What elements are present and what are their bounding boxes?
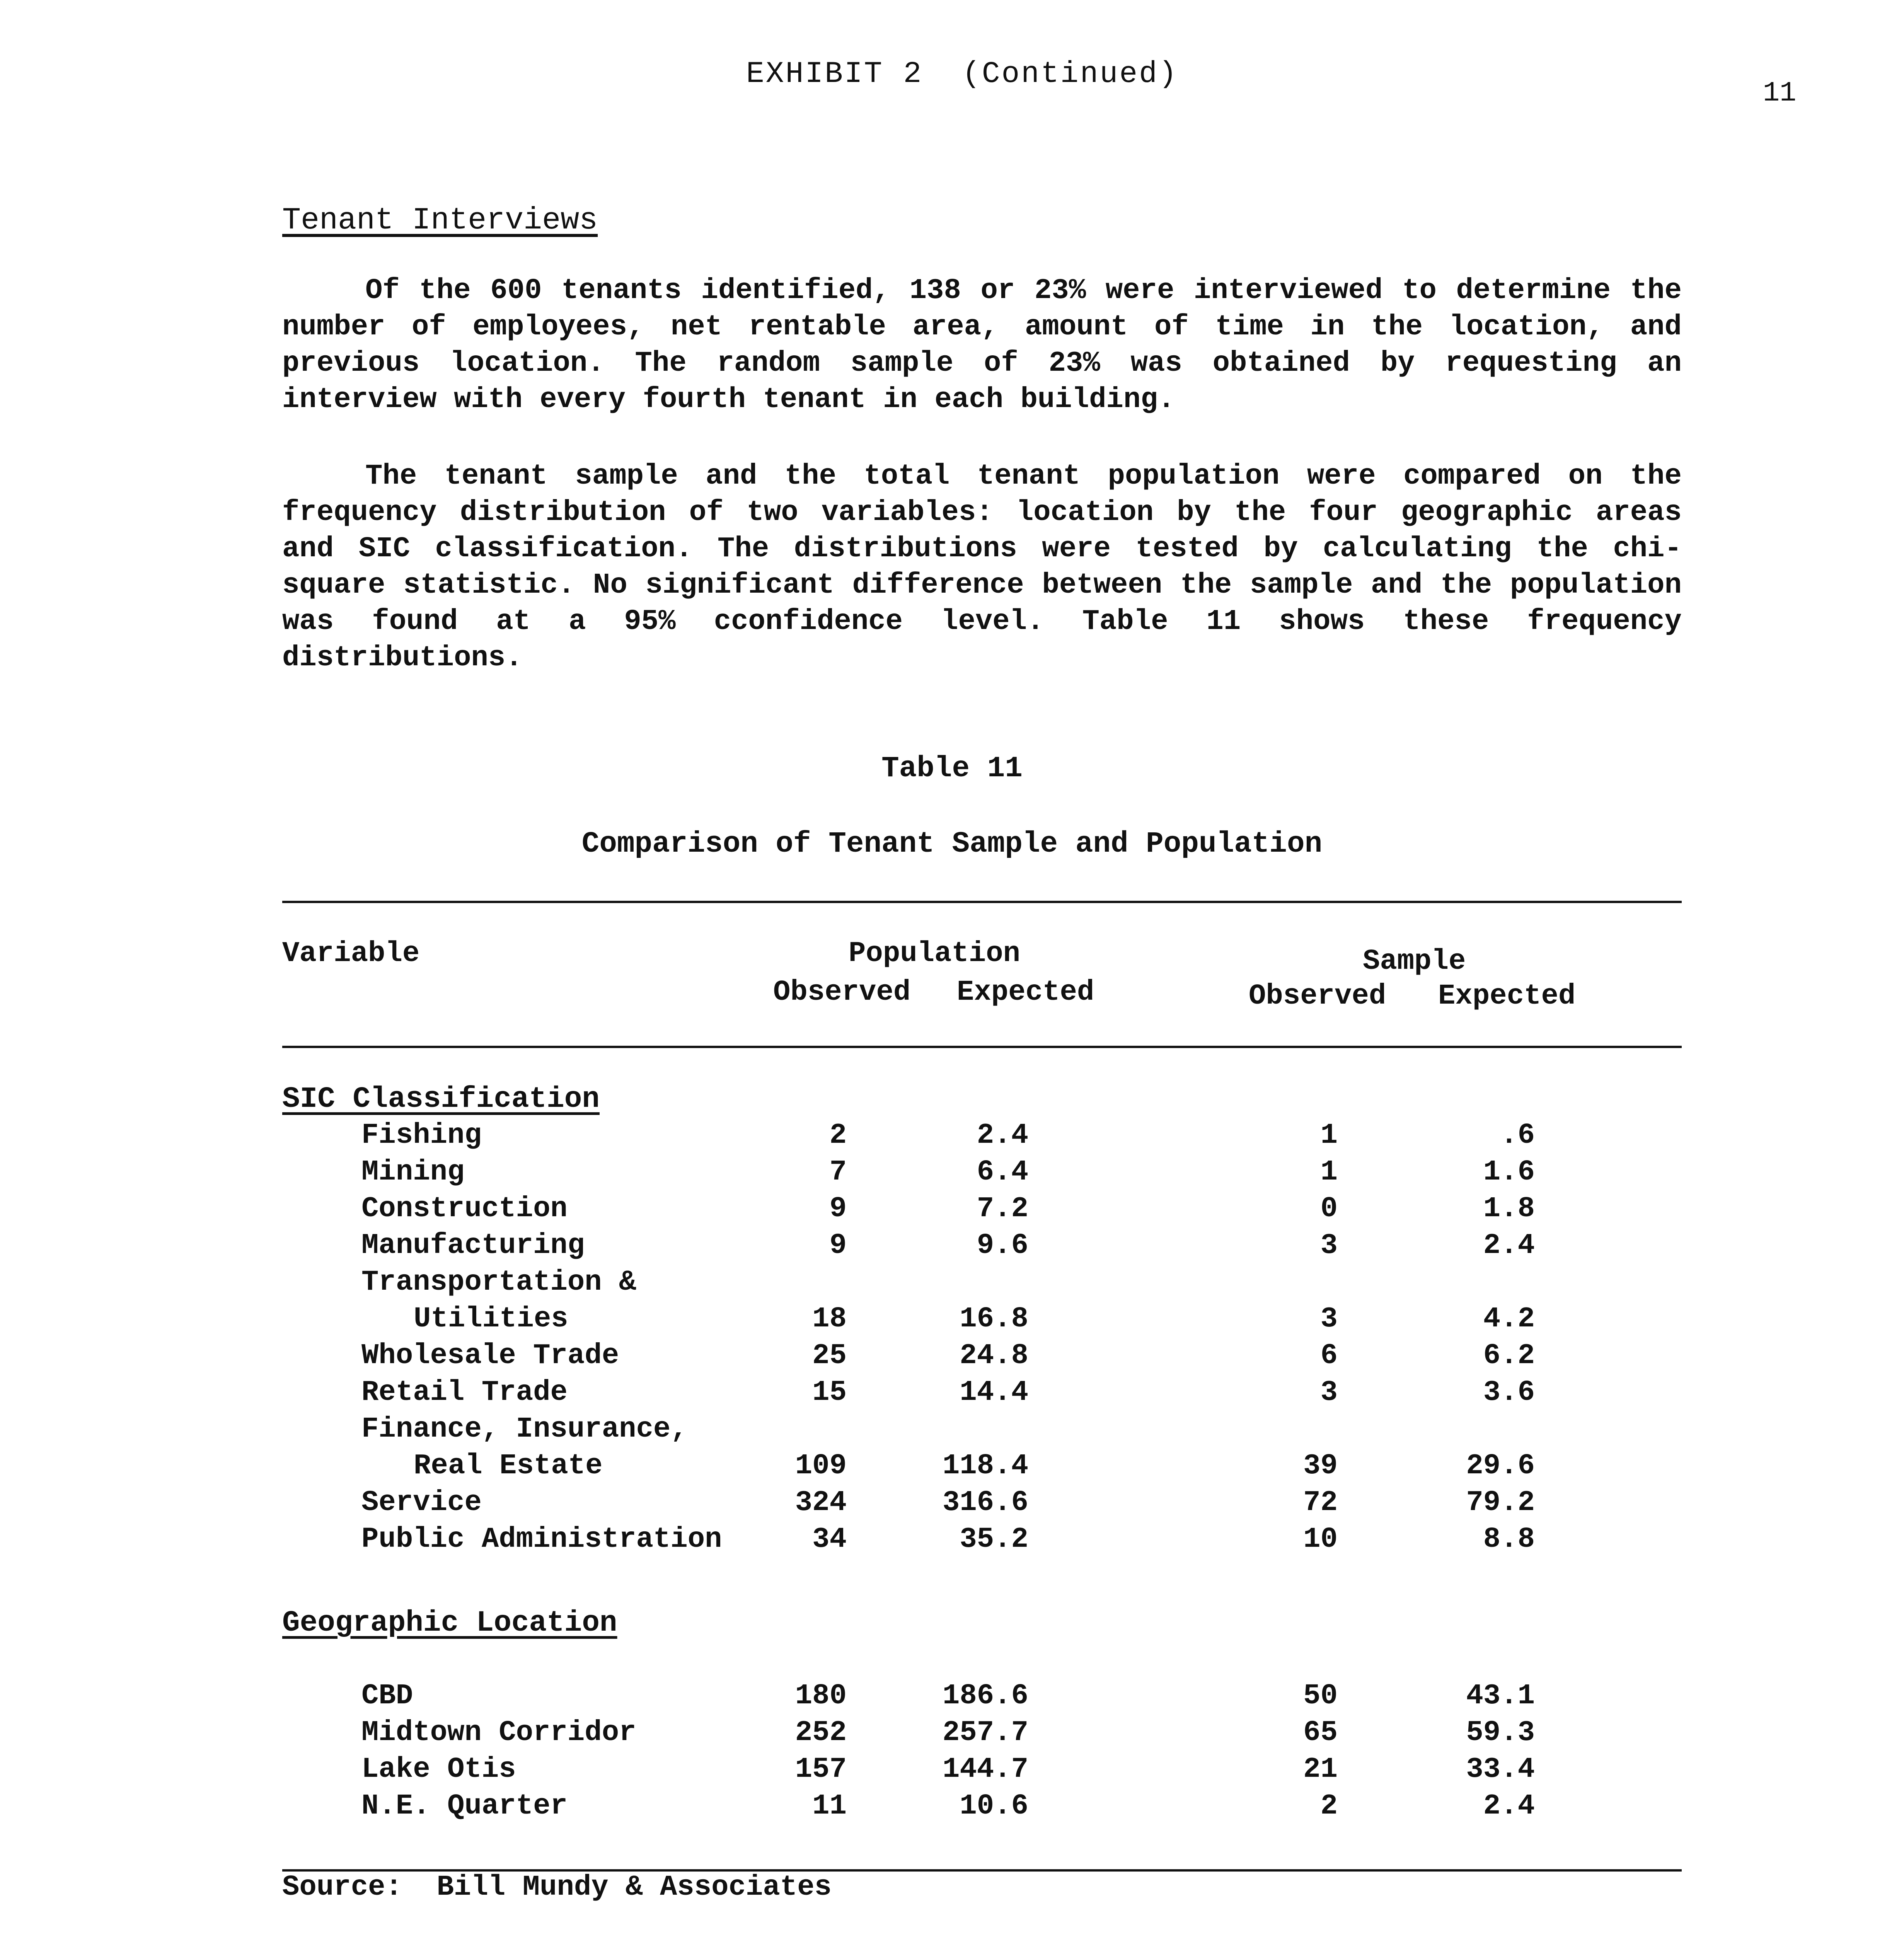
population-expected: 24.8 xyxy=(960,1340,1028,1372)
population-expected: 186.6 xyxy=(942,1680,1028,1712)
column-header-sample-expected: Expected xyxy=(1438,980,1576,1013)
sample-observed: 0 xyxy=(1320,1193,1338,1225)
sample-observed: 3 xyxy=(1320,1303,1338,1335)
sample-expected: 2.4 xyxy=(1483,1790,1535,1822)
table-row xyxy=(0,1486,1904,1523)
population-observed: 15 xyxy=(812,1376,847,1409)
table-row xyxy=(0,1193,1904,1229)
row-label: Wholesale Trade xyxy=(361,1340,619,1372)
exhibit-header: EXHIBIT 2 (Continued) xyxy=(746,57,1178,91)
table-header-rule xyxy=(282,1046,1682,1048)
table-row xyxy=(0,1450,1904,1486)
population-expected: 16.8 xyxy=(960,1303,1028,1335)
row-label: Transportation & xyxy=(361,1266,636,1299)
group-heading-sic: SIC Classification xyxy=(282,1082,600,1116)
population-observed: 2 xyxy=(829,1119,847,1152)
row-label-continued: Real Estate xyxy=(414,1450,603,1482)
population-observed: 157 xyxy=(795,1753,847,1786)
row-label: Fishing xyxy=(361,1119,482,1152)
group-heading-geographic-location: Geographic Location xyxy=(282,1606,617,1640)
population-observed: 9 xyxy=(829,1193,847,1225)
sample-observed: 3 xyxy=(1320,1229,1338,1262)
sample-expected: 1.6 xyxy=(1483,1156,1535,1188)
sample-expected: 29.6 xyxy=(1466,1450,1535,1482)
table-row-label-line xyxy=(0,1413,1904,1450)
table-title: Table 11 xyxy=(881,752,1023,785)
sample-observed: 72 xyxy=(1303,1486,1338,1519)
population-observed: 180 xyxy=(795,1680,847,1712)
table-row xyxy=(0,1680,1904,1717)
population-observed: 324 xyxy=(795,1486,847,1519)
column-header-population-expected: Expected xyxy=(957,976,1094,1009)
population-observed: 34 xyxy=(812,1523,847,1556)
table-row xyxy=(0,1717,1904,1753)
population-observed: 7 xyxy=(829,1156,847,1188)
row-label: Lake Otis xyxy=(361,1753,516,1786)
row-label: Service xyxy=(361,1486,482,1519)
sample-expected: 79.2 xyxy=(1466,1486,1535,1519)
population-expected: 9.6 xyxy=(977,1229,1028,1262)
sample-expected: 2.4 xyxy=(1483,1229,1535,1262)
paragraph-tenant-interviews: Of the 600 tenants identified, 138 or 23% were interviewed to determine the number of employees, net rentable area, amount of time in the location, and previous location. The random sample of 23% was obtained by requesting an interview with every fourth tenant in each building. xyxy=(282,274,1682,416)
sample-observed: 50 xyxy=(1303,1680,1338,1712)
table-row xyxy=(0,1303,1904,1340)
sample-expected: 3.6 xyxy=(1483,1376,1535,1409)
population-observed: 9 xyxy=(829,1229,847,1262)
column-header-sample-observed: Observed xyxy=(1249,980,1386,1013)
table-row xyxy=(0,1119,1904,1156)
table-row xyxy=(0,1340,1904,1376)
column-header-sample: Sample xyxy=(1363,945,1466,978)
sample-observed: 1 xyxy=(1320,1156,1338,1188)
table-row-label-line xyxy=(0,1266,1904,1303)
sample-expected: 59.3 xyxy=(1466,1717,1535,1749)
population-observed: 109 xyxy=(795,1450,847,1482)
table-row xyxy=(0,1376,1904,1413)
sample-expected: 8.8 xyxy=(1483,1523,1535,1556)
row-label: Construction xyxy=(361,1193,568,1225)
sample-observed: 10 xyxy=(1303,1523,1338,1556)
population-expected: 316.6 xyxy=(942,1486,1028,1519)
column-header-population-observed: Observed xyxy=(773,976,911,1009)
page-number: 11 xyxy=(1763,77,1797,109)
table-row xyxy=(0,1753,1904,1790)
table-source-note: Source: Bill Mundy & Associates xyxy=(282,1871,832,1904)
sample-observed: 2 xyxy=(1320,1790,1338,1822)
population-expected: 6.4 xyxy=(977,1156,1028,1188)
population-observed: 18 xyxy=(812,1303,847,1335)
column-header-variable: Variable xyxy=(282,938,420,970)
sample-observed: 6 xyxy=(1320,1340,1338,1372)
sample-expected: 4.2 xyxy=(1483,1303,1535,1335)
sample-observed: 1 xyxy=(1320,1119,1338,1152)
table-row xyxy=(0,1229,1904,1266)
paragraph-comparison: The tenant sample and the total tenant population were compared on the frequency distribution of two variables: location by the four geographic areas and SIC classification. The distributions were tested by calculating the chi-square statistic. No significant difference between the sample and the population was found at a 95% cconfidence level. Table 11 shows these frequency distributions. xyxy=(282,460,1682,674)
sample-expected: 33.4 xyxy=(1466,1753,1535,1786)
sample-expected: 1.8 xyxy=(1483,1193,1535,1225)
population-expected: 2.4 xyxy=(977,1119,1028,1152)
population-expected: 10.6 xyxy=(960,1790,1028,1822)
population-observed: 252 xyxy=(795,1717,847,1749)
row-label: CBD xyxy=(361,1680,413,1712)
population-expected: 257.7 xyxy=(942,1717,1028,1749)
sample-observed: 39 xyxy=(1303,1450,1338,1482)
row-label: Manufacturing xyxy=(361,1229,585,1262)
table-top-rule xyxy=(282,901,1682,903)
population-expected: 14.4 xyxy=(960,1376,1028,1409)
population-expected: 118.4 xyxy=(942,1450,1028,1482)
sample-observed: 21 xyxy=(1303,1753,1338,1786)
population-observed: 11 xyxy=(812,1790,847,1822)
sample-expected: .6 xyxy=(1500,1119,1535,1152)
table-subtitle: Comparison of Tenant Sample and Population xyxy=(581,827,1323,861)
table-row xyxy=(0,1523,1904,1560)
table-row xyxy=(0,1156,1904,1193)
row-label: Midtown Corridor xyxy=(361,1717,636,1749)
row-label: Retail Trade xyxy=(361,1376,568,1409)
population-expected: 7.2 xyxy=(977,1193,1028,1225)
sample-observed: 65 xyxy=(1303,1717,1338,1749)
row-label: N.E. Quarter xyxy=(361,1790,568,1822)
column-header-population: Population xyxy=(849,938,1021,970)
population-expected: 144.7 xyxy=(942,1753,1028,1786)
population-observed: 25 xyxy=(812,1340,847,1372)
row-label: Finance, Insurance, xyxy=(361,1413,688,1445)
population-expected: 35.2 xyxy=(960,1523,1028,1556)
row-label: Mining xyxy=(361,1156,465,1188)
section-heading: Tenant Interviews xyxy=(282,203,598,238)
row-label-continued: Utilities xyxy=(414,1303,568,1335)
row-label: Public Administration xyxy=(361,1523,722,1556)
sample-observed: 3 xyxy=(1320,1376,1338,1409)
sample-expected: 6.2 xyxy=(1483,1340,1535,1372)
sample-expected: 43.1 xyxy=(1466,1680,1535,1712)
table-row xyxy=(0,1790,1904,1827)
